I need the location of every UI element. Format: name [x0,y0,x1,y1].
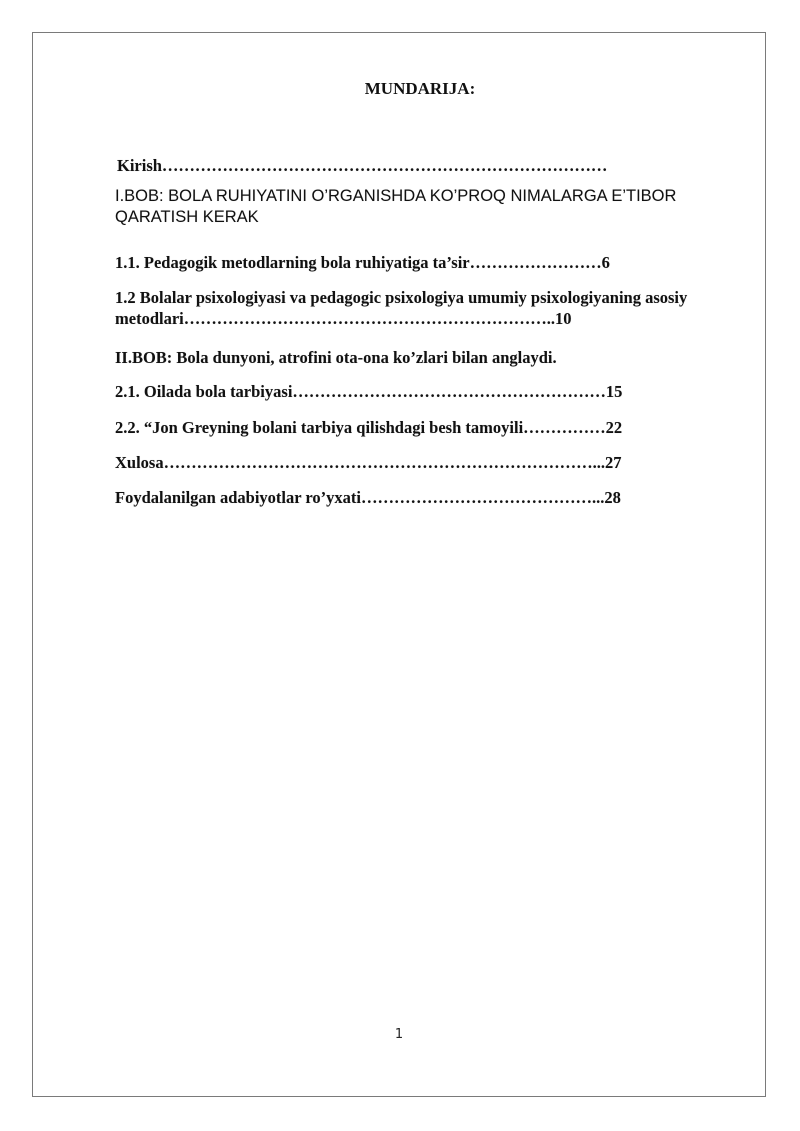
toc-entry-kirish: Kirish……………………………………………………………………… [117,156,608,175]
toc-entry-section-1-1: 1.1. Pedagogik metodlarning bola ruhiyatiga ta’sir……………………6 [115,253,610,272]
table-of-contents [115,79,715,507]
toc-entry-xulosa: Xulosa……………………………………………………………………...27 [115,453,622,472]
toc-entry-bibliography: Foydalanilgan adabiyotlar ro’yxati……………………………………...28 [115,488,621,507]
page-number: 1 [394,1027,404,1042]
toc-entry-chapter-1-heading: I.BOB: BOLA RUHIYATINI O’RGANISHDA KO’PROQ NIMALARGA E’TIBOR QARATISH KERAK [115,187,677,226]
toc-entry-section-2-2: 2.2. “Jon Greyning bolani tarbiya qilishdagi besh tamoyili……………22 [115,418,623,437]
toc-entry-chapter-2-heading: II.BOB: Bola dunyoni, atrofini ota-ona ko’zlari bilan anglaydi. [115,348,557,367]
page-title: MUNDARIJA: [364,79,476,98]
toc-entry-section-2-1: 2.1. Oilada bola tarbiyasi…………………………………………………15 [115,382,623,401]
toc-entry-section-1-2: 1.2 Bolalar psixologiyasi va pedagogic psixologiya umumiy psixologiyaning asosiy metodlari…………………………………………………………..10 [115,288,688,328]
document-page [32,32,766,1097]
